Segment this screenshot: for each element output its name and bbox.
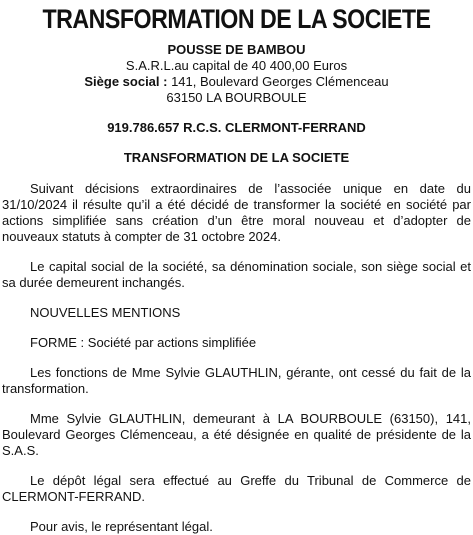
- paragraph-signature: Pour avis, le représentant légal.: [30, 519, 213, 534]
- notice-headline: TRANSFORMATION DE LA SOCIETE: [42, 4, 431, 34]
- paragraph-president: Mme Sylvie GLAUTHLIN, demeurant à LA BOURBOULE (63150), 141, Boulevard Georges Clémenceau, a été désignée en qualité de présidente de la S.A.S.: [2, 411, 471, 458]
- paragraph-form: FORME : Société par actions simplifiée: [30, 335, 257, 350]
- company-capital: S.A.R.L.au capital de 40 400,00 Euros: [125, 58, 348, 73]
- paragraph-manager-ceased: Les fonctions de Mme Sylvie GLAUTHLIN, gérante, ont cessé du fait de la transformation.: [2, 365, 471, 396]
- company-seat-label: Siège social :: [84, 74, 168, 89]
- company-seat: [2, 74, 471, 90]
- notice-subtitle: TRANSFORMATION DE LA SOCIETE: [123, 150, 350, 165]
- paragraph-filing: Le dépôt légal sera effectué au Greffe du Tribunal de Commerce de CLERMONT-FERRAND.: [2, 473, 471, 504]
- paragraph-unchanged: Le capital social de la société, sa dénomination sociale, son siège social et sa durée demeurent inchangés.: [2, 259, 471, 290]
- company-city: 63150 LA BOURBOULE: [166, 90, 307, 105]
- paragraph-new-mentions: NOUVELLES MENTIONS: [30, 305, 181, 320]
- company-seat-address: 141, Boulevard Georges Clémenceau: [167, 74, 389, 89]
- paragraph-decision: Suivant décisions extraordinaires de l’associée unique en date du 31/10/2024 il résulte qu’il a été décidé de transformer la société en société par actions simplifiée sans création d’un être moral nouveau et d’adopter de nouveaux statuts à compter de 31 octobre 2024.: [2, 181, 471, 244]
- company-name: POUSSE DE BAMBOU: [167, 42, 306, 57]
- legal-notice: [0, 4, 473, 534]
- rcs-number: 919.786.657 R.C.S. CLERMONT-FERRAND: [107, 120, 366, 135]
